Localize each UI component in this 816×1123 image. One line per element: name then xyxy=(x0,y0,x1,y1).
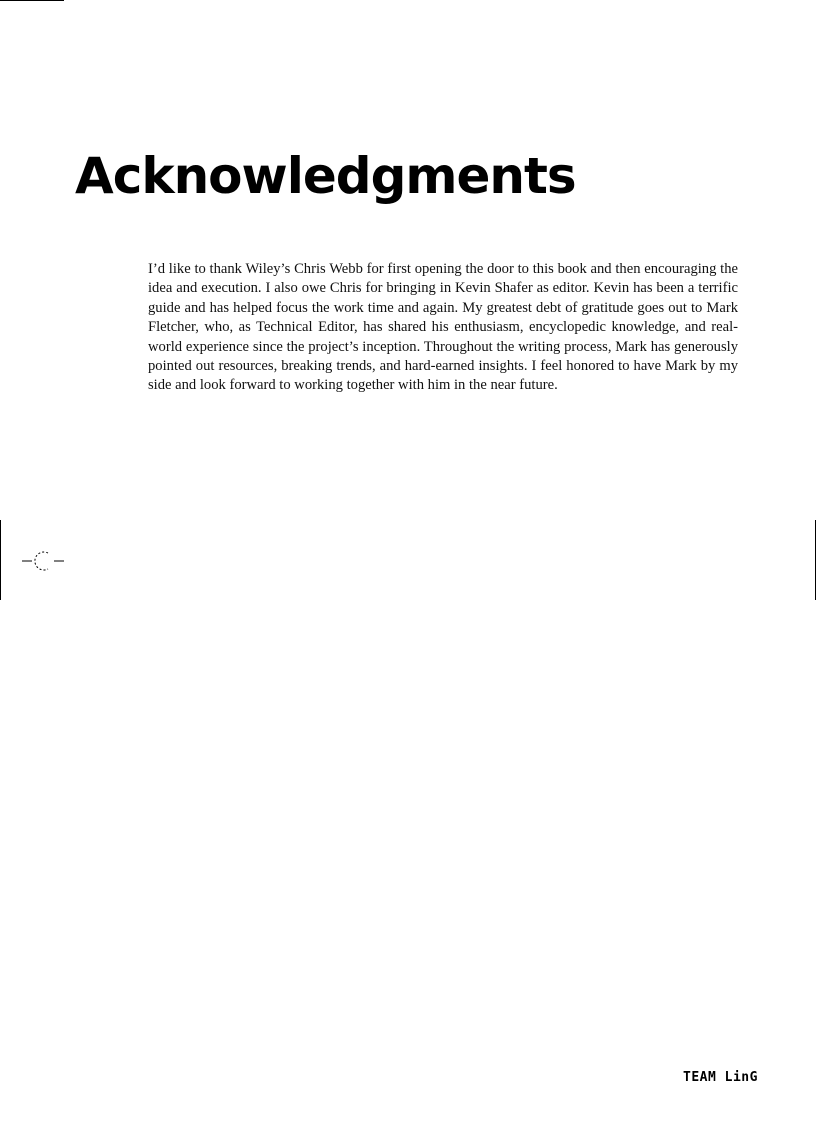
crop-mark-top-left xyxy=(0,0,64,1)
acknowledgments-paragraph: I’d like to thank Wiley’s Chris Webb for first opening the door to this book and then encouraging the idea and execution. I also owe Chris for bringing in Kevin Shafer as editor. Kevin has been a terrific guide and has helped focus the work time and again. My greatest debt of gratitude goes out to Mark Fletcher, who, as Technical Editor, has shared his enthusiasm, encyclopedic knowledge, and real-world experience since the project’s inception. Throughout the writing process, Mark has generously pointed out resources, breaking trends, and hard-earned insights. I feel honored to have Mark by my side and look forward to working together with him in the near future. xyxy=(148,261,738,394)
footer-watermark: TEAM LinG xyxy=(683,1070,758,1085)
page-title: Acknowledgments xyxy=(75,147,576,205)
registration-mark-icon xyxy=(22,549,66,577)
edge-mark-left xyxy=(0,520,1,600)
